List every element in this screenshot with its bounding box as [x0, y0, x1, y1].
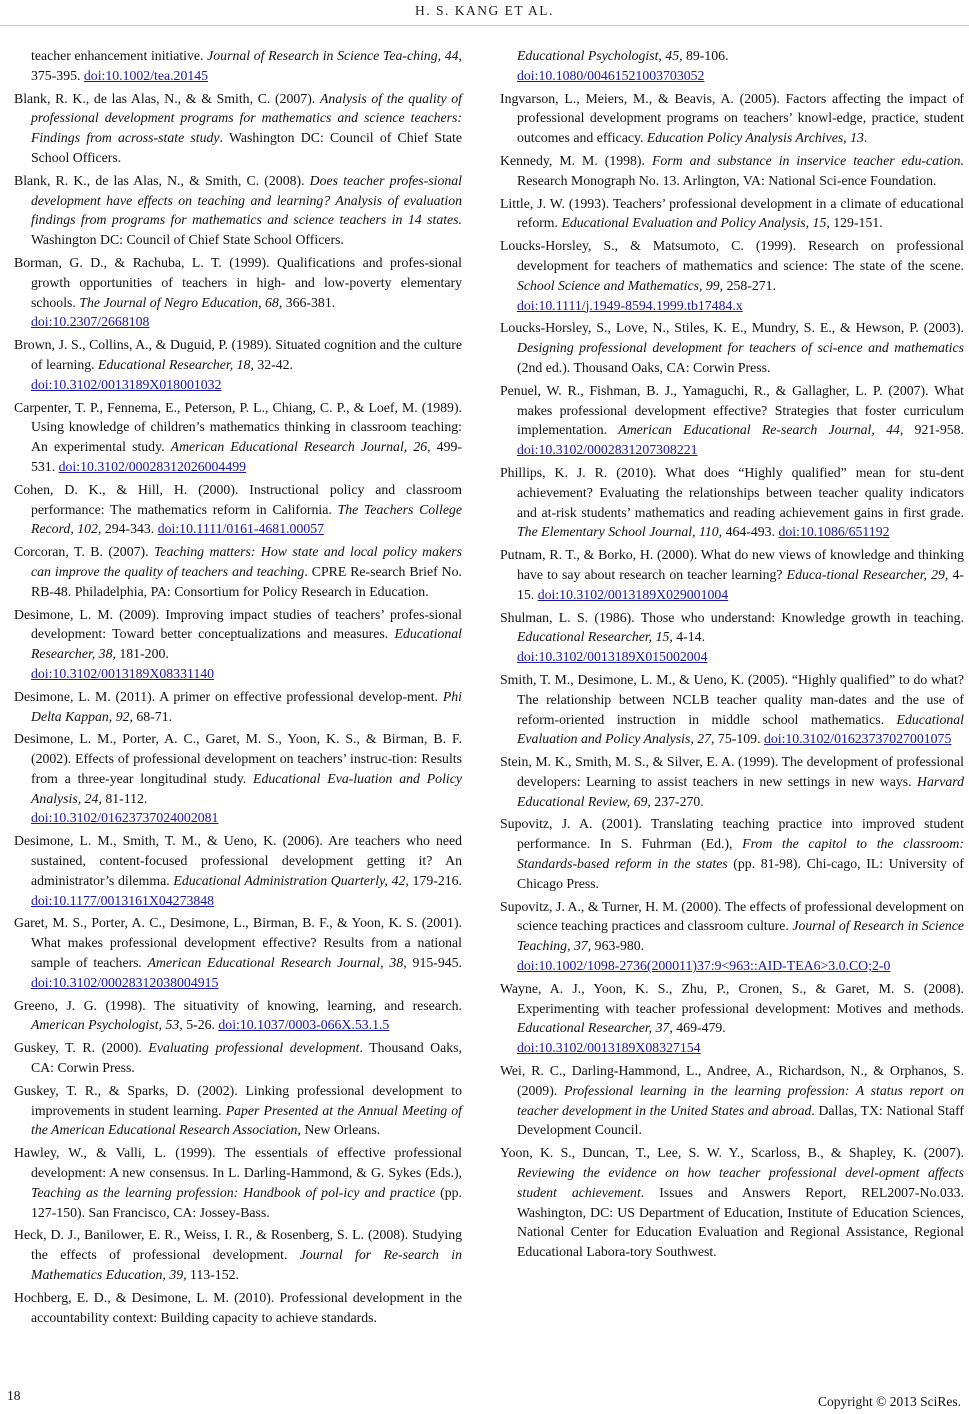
reference-text: teacher enhancement initiative. [31, 48, 208, 63]
reference-text: Phillips, K. J. R. (2010). What does “Highly qualified” mean for stu-dent achievement? Evaluating the relationships between teacher quality indicators and at-risk students’ mathematics and reading achievement gains in first grade. [500, 464, 964, 520]
reference-entry [500, 752, 964, 811]
reference-entry [500, 897, 964, 976]
reference-pages: 469-479. [672, 1020, 726, 1036]
doi-link[interactable]: doi:10.1177/0013161X04273848 [31, 892, 215, 908]
reference-entry [500, 236, 964, 315]
reference-source-title: Educational Evaluation and Policy Analysis, 15, [561, 215, 830, 231]
reference-source-title: American Psychologist, 53, [31, 1017, 183, 1033]
reference-pages: . Issues and Answers Report, REL2007-No.033. Washington, DC: US Department of Education, Institute of Education Sciences, National Center for Education Evaluation and Regional Assistance, Regional Educational Labora-tory Southwest. [517, 1184, 964, 1260]
reference-pages: 375-395. [31, 67, 81, 83]
doi-link[interactable]: doi:10.1111/j.1949-8594.1999.tb17484.x [517, 297, 743, 313]
reference-text: Carpenter, T. P., Fennema, E., Peterson, P. L., Chiang, C. P., & Loef, M. (1989). Using knowledge of children’s mathematics thinking in classroom teaching: An experimental study. [14, 399, 462, 455]
reference-text: Greeno, J. G. (1998). The situativity of knowing, learning, and research. [14, 997, 462, 1013]
reference-source-title: Reviewing the evidence on how teacher professional devel-opment affects student achievement [517, 1165, 964, 1200]
reference-entry [14, 89, 462, 168]
references-left-column [14, 46, 462, 1330]
reference-entry [14, 46, 462, 86]
reference-text: Yoon, K. S., Duncan, T., Lee, S. W. Y., Scarloss, B., & Shapley, K. (2007). [500, 1145, 964, 1161]
reference-entry [500, 814, 964, 893]
reference-text: Kennedy, M. M. (1998). [500, 152, 652, 168]
reference-text: Desimone, L. M., Porter, A. C., Garet, M. S., Yoon, K. S., & Birman, B. F. (2002). Effects of professional development on teachers’ instruc-tion: Results from a three-year longitudinal study. [14, 731, 462, 786]
doi-link[interactable]: doi:10.3102/01623737024002081 [31, 810, 219, 826]
copyright-notice: Copyright © 2013 SciRes. [817, 1394, 961, 1409]
reference-text: Wei, R. C., Darling-Hammond, L., Andree, A., Richardson, N., & Orphanos, S. (2009). [500, 1063, 964, 1098]
reference-source-title: Educational Researcher, 15, [517, 629, 673, 645]
reference-source-title: Educational Administration Quarterly, 42, [173, 872, 409, 888]
reference-text: Heck, D. J., Banilower, E. R., Weiss, I. R., & Rosenberg, S. L. (2008). Studying the effects of professional development. [14, 1227, 462, 1263]
reference-pages: 75-109. [714, 731, 761, 747]
reference-source-title: Educational Researcher, 37, [517, 1020, 673, 1036]
reference-source-title: Evaluating professional development [148, 1040, 360, 1056]
reference-pages: 237-270. [650, 793, 704, 809]
reference-source-title: The Teachers College Record, 102, [31, 501, 462, 537]
reference-source-title: . American Educational Research Journal, 38, [138, 955, 407, 971]
doi-link[interactable]: doi:10.3102/0013189X08327154 [517, 1040, 701, 1056]
reference-source-title: Designing professional development for teachers of sci-ence and mathematics [517, 340, 964, 356]
reference-source-title: Journal of Research in Science Teaching, 37, [517, 918, 964, 954]
reference-pages: 915-945. [406, 955, 462, 971]
reference-entry [500, 1061, 964, 1140]
reference-entry [500, 46, 964, 86]
reference-text: Garet, M. S., Porter, A. C., Desimone, L., Birman, B. F., & Yoon, K. S. (2001). What makes professional development effective? Results from a national sample of teachers [14, 915, 462, 971]
reference-source-title: Education Policy Analysis Archives, 13 [646, 130, 864, 146]
reference-entry [500, 1143, 964, 1262]
reference-source-title: The Journal of Negro Education, 68, [79, 294, 283, 310]
reference-entry [500, 463, 964, 542]
reference-source-title: Educational Psychologist, 45, [517, 48, 683, 63]
doi-link[interactable]: doi:10.1080/00461521003703052 [517, 67, 705, 83]
reference-entry [14, 171, 462, 250]
doi-link[interactable]: doi:10.1086/651192 [778, 524, 890, 540]
reference-text: Blank, R. K., de las Alas, N., & & Smith, C. (2007). [14, 90, 320, 106]
reference-source-title: The Elementary School Journal, 110, [517, 524, 723, 540]
reference-source-title: Does teacher profes-sional development have effects on teaching and learning? Analysis of evaluation findings from programs for mathematics and science teachers in 14 states. [31, 172, 462, 228]
reference-text: Ingvarson, L., Meiers, M., & Beavis, A. (2005). Factors affecting the impact of professional development programs on teachers’ knowl-edge, practice, student outcomes and efficacy. [500, 90, 964, 146]
reference-pages: . [863, 130, 868, 146]
reference-pages: 89-106. [682, 48, 729, 63]
reference-entry [14, 335, 462, 394]
reference-source-title: Journal for Re-search in Mathematics Education, 39, [31, 1247, 462, 1283]
reference-pages: 294-343. [101, 521, 155, 537]
reference-entry [500, 318, 964, 377]
reference-source-title: Journal of Research in Science Tea-ching, 44, [207, 48, 462, 63]
reference-pages: 258-271. [723, 277, 777, 293]
doi-link[interactable]: doi:10.1037/0003-066X.53.1.5 [218, 1017, 390, 1033]
doi-link[interactable]: doi:10.3102/0013189X018001032 [31, 376, 222, 392]
reference-entry [14, 253, 462, 332]
reference-text: Desimone, L. M., Smith, T. M., & Ueno, K. (2006). Are teachers who need sustained, content-focused professional development getting it? An administrator’s dilemma. [14, 833, 462, 888]
reference-entry [14, 729, 462, 828]
reference-entry [14, 605, 462, 684]
reference-text: Corcoran, T. B. (2007). [14, 544, 154, 560]
reference-pages: 921-958. [903, 422, 964, 438]
reference-pages: Washington DC: Council of Chief State School Officers. [31, 232, 344, 248]
reference-pages: . Dallas, TX: National Staff Development Council. [517, 1102, 965, 1138]
reference-entry [500, 670, 964, 749]
reference-text: Supovitz, J. A. (2001). Translating teaching practice into improved student performance. In S. Fuhrman (Ed.), [500, 816, 964, 852]
reference-entry [14, 1038, 462, 1078]
reference-entry [14, 913, 462, 992]
reference-source-title: Harvard Educational Review, 69, [517, 773, 964, 809]
running-head: H. S. KANG ET AL. [415, 3, 554, 18]
reference-entry [14, 1081, 462, 1140]
reference-text: Penuel, W. R., Fishman, B. J., Yamaguchi, R., & Gallagher, L. P. (2007). What makes professional development effective? Strategies that foster curriculum implementation. [500, 382, 964, 438]
reference-text: Desimone, L. M. (2011). A primer on effective professional develop-ment. [14, 688, 443, 704]
references-right-column [500, 46, 964, 1265]
reference-entry [500, 194, 964, 234]
doi-link[interactable]: doi:10.2307/2668108 [31, 314, 150, 330]
reference-pages: 4-14. [672, 629, 706, 645]
reference-text: Blank, R. K., de las Alas, N., & Smith, C. (2008). [14, 172, 310, 188]
reference-entry [14, 398, 462, 477]
reference-pages: 179-216. [408, 872, 462, 888]
reference-pages: . Washington DC: Council of Chief State School Officers. [31, 130, 463, 165]
reference-source-title: Educational Researcher, 38, [31, 626, 462, 662]
reference-source-title: American Educational Re-search Journal, 44, [618, 422, 904, 438]
reference-source-title: Teaching as the learning profession: Handbook of pol-icy and practice [31, 1184, 436, 1200]
reference-pages: 129-151. [829, 215, 883, 231]
reference-source-title: Educational Eva-luation and Policy Analysis, 24, [31, 770, 462, 806]
reference-pages: (pp. 127-150). San Francisco, CA: Jossey-Bass. [31, 1184, 462, 1220]
header-divider [0, 25, 969, 26]
reference-entry [14, 542, 462, 601]
reference-entry [500, 545, 964, 604]
reference-entry [500, 89, 964, 148]
reference-pages: . CPRE Re-search Brief No. RB-48. Philadelphia, PA: Consortium for Policy Research in Education. [31, 563, 462, 599]
reference-entry [14, 831, 462, 910]
reference-source-title: Educational Evaluation and Policy Analysis, 27, [517, 711, 964, 747]
reference-pages: 81-112. [101, 790, 148, 806]
reference-text: Guskey, T. R., & Sparks, D. (2002). Linking professional development to improvements in student learning. [14, 1082, 462, 1118]
reference-pages: Research Monograph No. 13. Arlington, VA: National Sci-ence Foundation. [517, 172, 937, 188]
reference-entry [14, 1288, 462, 1328]
doi-link[interactable]: doi:10.3102/00028312026004499 [58, 458, 247, 474]
reference-entry [500, 608, 964, 667]
doi-link[interactable]: doi:10.3102/0013189X015002004 [517, 649, 708, 665]
reference-pages: 113-152. [186, 1267, 239, 1283]
reference-text: Little, J. W. (1993). Teachers’ professional development in a climate of educational reform. [500, 195, 964, 231]
reference-entry [500, 979, 964, 1058]
reference-source-title: Phi Delta Kappan, 92, [31, 688, 462, 724]
doi-link[interactable]: doi:10.3102/00028312038004915 [31, 974, 219, 990]
reference-text: Cohen, D. K., & Hill, H. (2000). Instructional policy and classroom performance: The mathematics reform in California. [14, 481, 462, 517]
reference-entry [500, 151, 964, 191]
reference-text: Loucks-Horsley, S., Love, N., Stiles, K. E., Mundry, S. E., & Hewson, P. (2003). [500, 320, 964, 336]
reference-text: Shulman, L. S. (1986). Those who understand: Knowledge growth in teaching. [500, 609, 964, 625]
reference-source-title: School Science and Mathematics, 99, [517, 277, 724, 293]
reference-entry [14, 1225, 462, 1284]
reference-source-title: Paper Presented at the Annual Meeting of the American Educational Research Association, [31, 1102, 462, 1138]
reference-source-title: Professional learning in the learning profession: A status report on teacher development in the United States and abroad [517, 1082, 965, 1118]
reference-entry [14, 480, 462, 539]
reference-pages: 4-15. [517, 566, 964, 602]
reference-pages: New Orleans. [300, 1122, 381, 1138]
reference-text: Hawley, W., & Valli, L. (1999). The essentials of effective professional development: A new consensus. In L. Darling-Hammond, & G. Sykes (Eds.), [14, 1145, 462, 1181]
reference-entry [14, 687, 462, 727]
reference-text: Supovitz, J. A., & Turner, H. M. (2000). The effects of professional development on science teaching practices and classroom culture. [500, 898, 964, 934]
reference-text: Borman, G. D., & Rachuba, L. T. (1999). Qualifications and profes-sional growth opportunities of teachers in high- and low-poverty elementary schools. [14, 254, 462, 310]
doi-link[interactable]: doi:10.3102/01623737027001075 [763, 731, 952, 747]
reference-pages: 181-200. [115, 646, 169, 662]
reference-source-title: From the capitol to the classroom: Standards-based reform in the states [517, 836, 964, 872]
reference-pages: 68-71. [132, 708, 173, 724]
reference-source-title: Analysis of the quality of professional development programs for mathematics and science teachers: Findings from across-state study [31, 90, 463, 146]
reference-text: Putnam, R. T., & Borko, H. (2000). What do new views of knowledge and thinking have to say about research on teacher learning? [500, 547, 964, 582]
reference-text: Brown, J. S., Collins, A., & Duguid, P. (1989). Situated cognition and the culture of learning. [14, 337, 462, 372]
reference-pages: 5-26. [182, 1017, 215, 1033]
reference-pages: . Thousand Oaks, CA: Corwin Press. [31, 1040, 462, 1076]
reference-pages: 366-381. [282, 294, 336, 310]
reference-text: Hochberg, E. D., & Desimone, L. M. (2010). Professional development in the accountability context: Building capacity to achieve standards. [14, 1289, 462, 1325]
reference-text: Stein, M. K., Smith, M. S., & Silver, E. A. (1999). The development of professional developers: Learning to assist teachers in new settings in new ways. [500, 754, 964, 789]
reference-source-title: Educa-tional Researcher, 29, [786, 566, 949, 582]
reference-source-title: Teaching matters: How state and local policy makers can improve the quality of teachers and teaching [31, 544, 462, 579]
reference-entry [14, 1143, 462, 1222]
doi-link[interactable]: doi:10.1111/0161-4681.00057 [157, 521, 325, 537]
page-number: 18 [7, 1388, 21, 1403]
reference-text: Smith, T. M., Desimone, L. M., & Ueno, K. (2005). “Highly qualified” to do what? The relationship between NCLB teacher quality man-dates and the use of reform-oriented instruction in middle school mathematics. [500, 671, 964, 727]
doi-link[interactable]: doi:10.3102/0013189X029001004 [537, 586, 729, 602]
reference-text: Guskey, T. R. (2000). [14, 1040, 149, 1056]
doi-link[interactable]: doi:10.3102/0013189X08331140 [31, 665, 215, 681]
reference-text: Loucks-Horsley, S., & Matsumoto, C. (1999). Research on professional development for teachers of mathematics and science: The state of the scene. [500, 238, 964, 273]
reference-source-title: American Educational Research Journal, 26, [170, 439, 431, 455]
reference-pages: 464-493. [722, 524, 776, 540]
reference-entry [14, 996, 462, 1036]
reference-entry [500, 381, 964, 460]
reference-pages: 32-42. [253, 356, 293, 372]
reference-pages: (2nd ed.). Thousand Oaks, CA: Corwin Press. [517, 359, 771, 375]
doi-link[interactable]: doi:10.1002/1098-2736(200011)37:9<963::AID-TEA6>3.0.CO;2-0 [517, 958, 891, 974]
reference-text: Desimone, L. M. (2009). Improving impact studies of teachers’ profes-sional development: Toward better conceptualizations and measures. [14, 606, 462, 642]
reference-source-title: Educational Researcher, 18, [98, 356, 254, 372]
doi-link[interactable]: doi:10.3102/0002831207308221 [517, 442, 698, 458]
reference-pages: 499-531. [31, 439, 462, 474]
reference-pages: (pp. 81-98). Chi-cago, IL: University of Chicago Press. [517, 856, 964, 891]
doi-link[interactable]: doi:10.1002/tea.20145 [83, 67, 209, 83]
reference-pages: 963-980. [591, 938, 645, 954]
reference-text: Wayne, A. J., Yoon, K. S., Zhu, P., Cronen, S., & Garet, M. S. (2008). Experimenting with teacher professional development: Motives and methods. [500, 980, 964, 1016]
reference-source-title: Form and substance in inservice teacher edu-cation. [651, 152, 964, 168]
